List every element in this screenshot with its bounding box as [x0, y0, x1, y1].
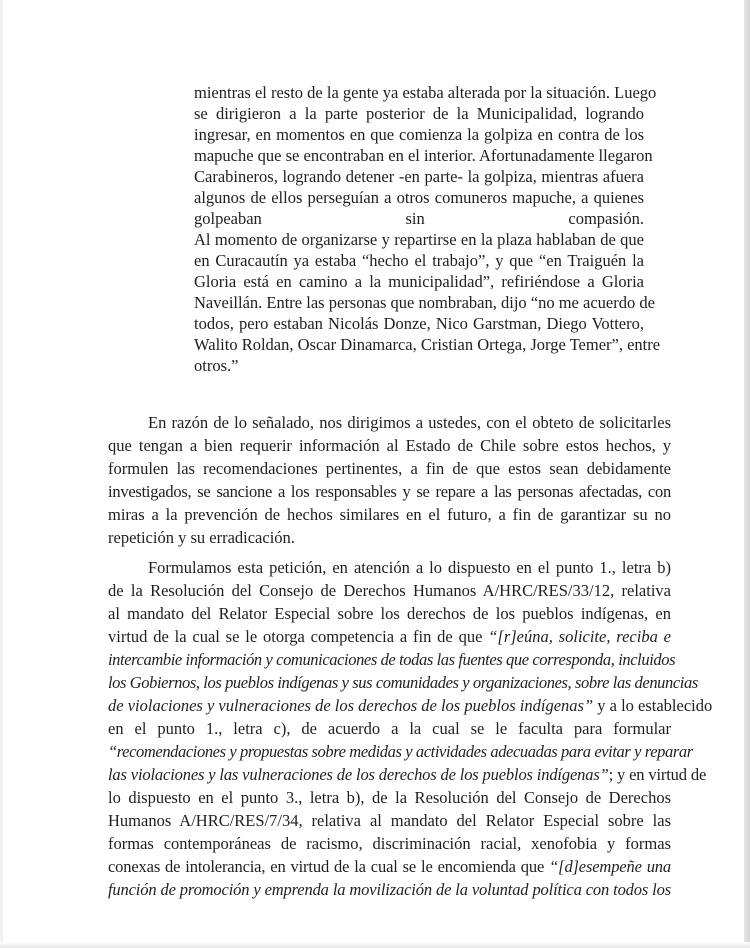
quote-line: Gloria está en camino a la municipalidad”, refiriéndose a Gloria: [194, 272, 644, 291]
paragraph-line: que tengan a bien requerir información al Estado de Chile sobre estos hechos, y: [108, 436, 671, 455]
paragraph-line: [108, 650, 676, 670]
paragraph-line: En razón de lo señalado, nos dirigimos a ustedes, con el obteto de solicitarles: [148, 413, 671, 432]
paragraph-line: formas contemporáneas de racismo, discriminación racial, xenofobia y formas: [108, 834, 671, 853]
text-normal: virtud de la cual se le otorga competencia a fin de que: [108, 627, 483, 646]
text-normal: ; y en virtud de: [608, 765, 707, 784]
paragraph-line: [108, 696, 713, 716]
paragraph-line: en el punto 1., letra c), de acuerdo a la cual se le faculta para formular: [108, 719, 671, 738]
page-right-edge: [744, 0, 750, 948]
quote-line: Al momento de organizarse y repartirse en la plaza hablaban de que: [194, 230, 644, 249]
quote-line: en Curacautín ya estaba “hecho el trabajo”, y que “en Traiguén la: [194, 251, 644, 270]
text-normal: y a lo establecido: [597, 696, 713, 715]
text-quote-italic: función de promoción y emprenda la movilización de la voluntad política con todos los: [108, 880, 671, 899]
paragraph-line: [108, 880, 671, 900]
page-left-edge: [0, 0, 3, 948]
paragraph-line: miras a la prevención de hechos similares en el futuro, a fin de garantizar su no: [108, 505, 671, 524]
text-normal: conexas de intolerancia, en virtud de la cual se le encomienda que: [108, 857, 545, 876]
paragraph-line: Humanos A/HRC/RES/7/34, relativa al mandato del Relator Especial sobre las: [108, 811, 671, 830]
text-quote-italic: los Gobiernos, los pueblos indígenas y sus comunidades y organizaciones, sobre las denuncias: [108, 673, 698, 692]
quote-line: Naveillán. Entre las personas que nombraban, dijo “no me acuerdo de: [194, 293, 655, 312]
paragraph-line: lo dispuesto en el punto 3., letra b), de la Resolución del Consejo de Derechos: [108, 788, 671, 807]
paragraph-line: Formulamos esta petición, en atención a lo dispuesto en el punto 1., letra b): [148, 558, 671, 577]
paragraph-line: [108, 742, 693, 762]
paragraph-line: [108, 857, 671, 877]
paragraph-line: [108, 673, 698, 693]
paragraph-line: [108, 765, 707, 785]
paragraph-line: [108, 627, 671, 647]
quote-line: mapuche que se encontraban en el interior. Afortunadamente llegaron: [194, 146, 653, 165]
paragraph-line: investigados, se sancione a los responsables y se repare a las personas afectadas, con: [108, 482, 671, 501]
text-quote-italic: las violaciones y las vulneraciones de los derechos de los pueblos indígenas”: [108, 765, 609, 784]
quote-line: se dirigieron a la parte posterior de la Municipalidad, logrando: [194, 104, 644, 123]
page-bottom-edge: [0, 942, 750, 948]
text-quote-italic: “[r]eúna, solicite, reciba e: [488, 627, 671, 646]
text-quote-italic: intercambie información y comunicaciones de todas las fuentes que corresponda, incluidos: [108, 650, 676, 669]
paragraph-line: formulen las recomendaciones pertinentes, a fin de que estos sean debidamente: [108, 459, 671, 478]
quote-line: Carabineros, logrando detener -en parte- la golpiza, mientras afuera: [194, 167, 644, 186]
quote-line: otros.”: [194, 356, 239, 375]
quote-line: ingresar, en momentos en que comienza la golpiza en contra de los: [194, 125, 644, 144]
quote-line: mientras el resto de la gente ya estaba alterada por la situación. Luego: [194, 83, 657, 102]
paragraph-line: de la Resolución del Consejo de Derechos Humanos A/HRC/RES/33/12, relativa: [108, 581, 671, 600]
paragraph-line: al mandato del Relator Especial sobre los derechos de los pueblos indígenas, en: [108, 604, 671, 623]
paragraph-line: repetición y su erradicación.: [108, 528, 295, 547]
quote-line: todos, pero estaban Nicolás Donze, Nico Garstman, Diego Vottero,: [194, 314, 644, 333]
quote-line: golpeaban sin compasión.: [194, 209, 644, 228]
text-quote-italic: “recomendaciones y propuestas sobre medidas y actividades adecuadas para evitar y reparar: [108, 742, 693, 761]
quote-line: algunos de ellos perseguían a otros comuneros mapuche, a quienes: [194, 188, 644, 207]
quote-line: Walito Roldan, Oscar Dinamarca, Cristian Ortega, Jorge Temer”, entre: [194, 335, 661, 354]
text-quote-italic: “[d]esempeñe una: [549, 857, 671, 876]
text-quote-italic: de violaciones y vulneraciones de los derechos de los pueblos indígenas”: [108, 696, 594, 715]
